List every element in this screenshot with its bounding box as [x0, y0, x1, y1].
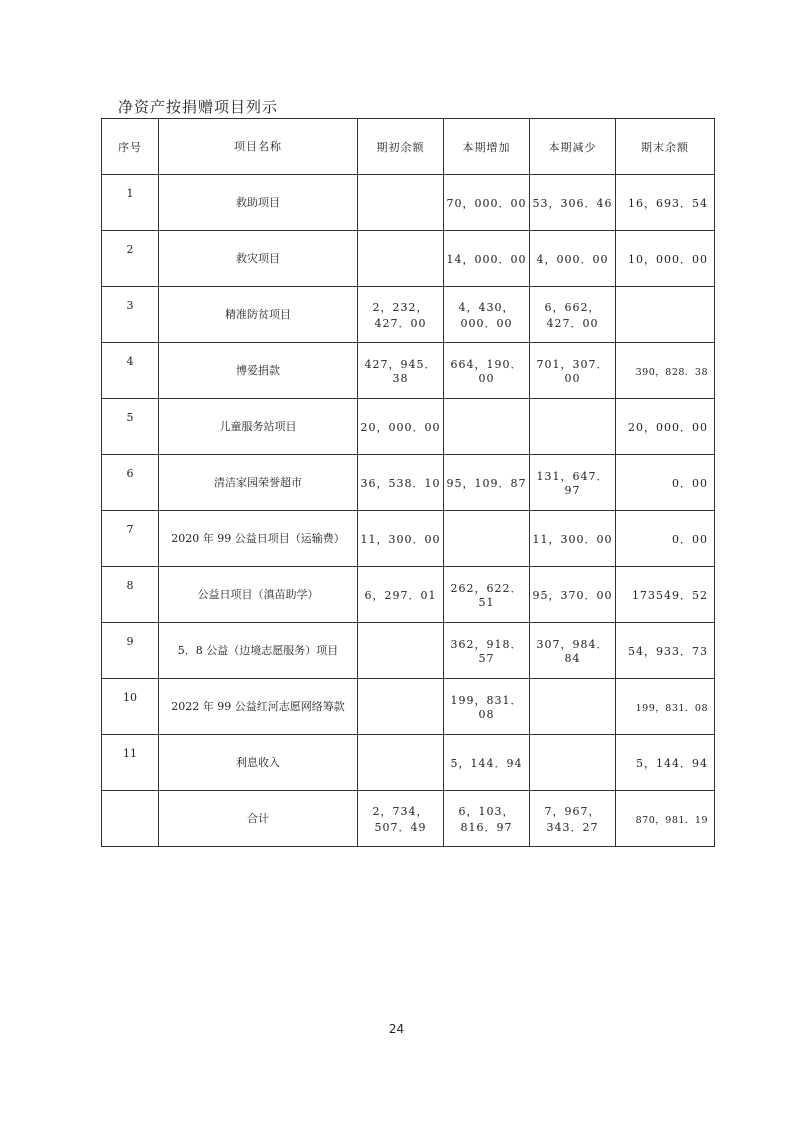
header-increase: 本期增加	[444, 119, 530, 175]
row-increase: 199，831．08	[444, 679, 530, 735]
row-name: 精准防贫项目	[159, 287, 358, 343]
header-row	[102, 119, 715, 175]
row-opening: 6，297．01	[358, 567, 444, 623]
table-row	[102, 455, 715, 511]
row-opening	[358, 623, 444, 679]
row-decrease	[530, 735, 616, 791]
row-opening: 36，538．10	[358, 455, 444, 511]
row-name: 博爱捐款	[159, 343, 358, 399]
net-assets-table	[101, 118, 715, 847]
row-no: 3	[102, 287, 159, 343]
row-increase: 262，622．51	[444, 567, 530, 623]
table-row	[102, 735, 715, 791]
total-row	[102, 791, 715, 847]
header-no: 序号	[102, 119, 159, 175]
row-increase	[444, 511, 530, 567]
header-opening: 期初余额	[358, 119, 444, 175]
row-opening	[358, 735, 444, 791]
row-no: 4	[102, 343, 159, 399]
row-decrease: 4，000．00	[530, 231, 616, 287]
row-decrease: 95，370．00	[530, 567, 616, 623]
row-closing: 54，933．73	[616, 623, 715, 679]
row-closing: 0．00	[616, 455, 715, 511]
table-row	[102, 343, 715, 399]
row-increase: 6，103，816．97	[444, 791, 530, 847]
row-no: 8	[102, 567, 159, 623]
row-closing: 16，693．54	[616, 175, 715, 231]
row-name: 利息收入	[159, 735, 358, 791]
row-increase	[444, 399, 530, 455]
row-no: 10	[102, 679, 159, 735]
row-name: 合计	[159, 791, 358, 847]
table-row	[102, 567, 715, 623]
row-opening: 2，734，507．49	[358, 791, 444, 847]
row-opening	[358, 175, 444, 231]
table-row	[102, 511, 715, 567]
row-name: 公益日项目（滇苗助学）	[159, 567, 358, 623]
row-opening: 2，232，427．00	[358, 287, 444, 343]
row-closing: 10，000．00	[616, 231, 715, 287]
row-closing: 0．00	[616, 511, 715, 567]
row-closing: 20，000．00	[616, 399, 715, 455]
row-increase: 664，190．00	[444, 343, 530, 399]
row-no: 11	[102, 735, 159, 791]
row-increase: 70，000．00	[444, 175, 530, 231]
row-no: 9	[102, 623, 159, 679]
row-no: 6	[102, 455, 159, 511]
row-opening	[358, 231, 444, 287]
row-closing: 870，981．19	[616, 791, 715, 847]
row-no: 7	[102, 511, 159, 567]
row-decrease: 131，647．97	[530, 455, 616, 511]
header-closing: 期末余额	[616, 119, 715, 175]
table-row	[102, 231, 715, 287]
row-decrease: 53，306．46	[530, 175, 616, 231]
row-increase: 95，109．87	[444, 455, 530, 511]
row-name: 2022 年 99 公益红河志愿网络筹款	[159, 679, 358, 735]
row-decrease: 307，984．84	[530, 623, 616, 679]
row-name: 2020 年 99 公益日项目（运输费）	[159, 511, 358, 567]
row-increase: 5，144．94	[444, 735, 530, 791]
table-caption: 净资产按捐赠项目列示	[118, 98, 279, 116]
row-increase: 362，918．57	[444, 623, 530, 679]
row-decrease: 6，662，427．00	[530, 287, 616, 343]
row-closing	[616, 287, 715, 343]
table-row	[102, 399, 715, 455]
page-number: 24	[388, 1022, 405, 1036]
row-decrease	[530, 399, 616, 455]
table-row	[102, 623, 715, 679]
row-closing: 173549．52	[616, 567, 715, 623]
row-no: 2	[102, 231, 159, 287]
row-name: 5．8 公益（边境志愿服务）项目	[159, 623, 358, 679]
row-name: 救灾项目	[159, 231, 358, 287]
row-opening: 11，300．00	[358, 511, 444, 567]
table-row	[102, 679, 715, 735]
row-name: 救助项目	[159, 175, 358, 231]
row-no: 1	[102, 175, 159, 231]
table-row	[102, 175, 715, 231]
row-decrease: 701，307．00	[530, 343, 616, 399]
row-closing: 5，144．94	[616, 735, 715, 791]
row-decrease: 11，300．00	[530, 511, 616, 567]
header-decrease: 本期减少	[530, 119, 616, 175]
row-no	[102, 791, 159, 847]
row-closing: 390，828．38	[616, 343, 715, 399]
header-name: 项目名称	[159, 119, 358, 175]
row-opening: 427，945．38	[358, 343, 444, 399]
row-name: 清洁家园荣誉超市	[159, 455, 358, 511]
row-closing: 199，831．08	[616, 679, 715, 735]
row-decrease: 7，967，343．27	[530, 791, 616, 847]
row-no: 5	[102, 399, 159, 455]
row-decrease	[530, 679, 616, 735]
row-opening: 20，000．00	[358, 399, 444, 455]
table-row	[102, 287, 715, 343]
row-name: 儿童服务站项目	[159, 399, 358, 455]
row-increase: 4，430，000．00	[444, 287, 530, 343]
row-increase: 14，000．00	[444, 231, 530, 287]
row-opening	[358, 679, 444, 735]
